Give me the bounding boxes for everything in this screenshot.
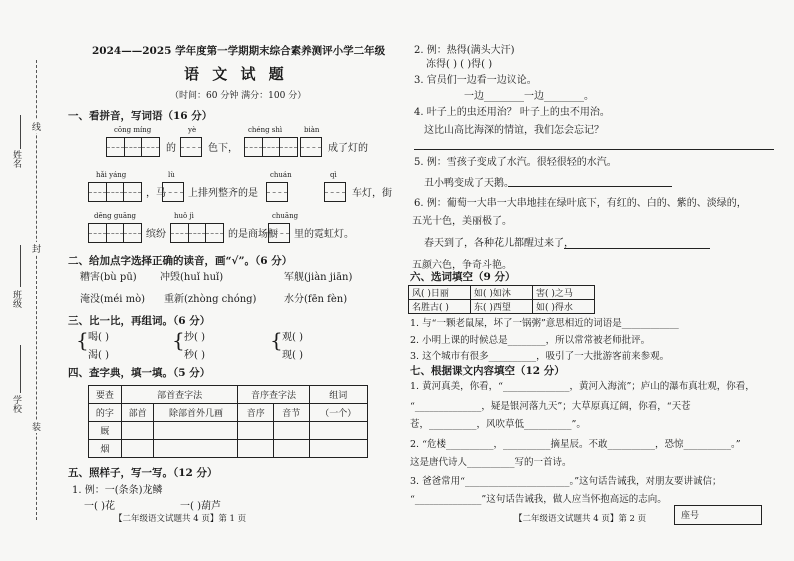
example-text: 1. 例：一(条条)龙鳞	[72, 485, 163, 496]
pinyin: cōng míng	[114, 126, 152, 134]
writing-grid[interactable]	[170, 223, 224, 243]
prompt-text: 这比山高比海深的情谊，我们怎会忘记？	[424, 125, 604, 136]
word-choice-table	[408, 285, 595, 314]
fill-item[interactable]: 冻得( ) ( )得( )	[426, 59, 493, 70]
idiom-cell[interactable]: 害( )之马	[533, 286, 595, 300]
fill-item[interactable]: “______________，疑是银河落九天”；大草原真辽阔，你看，“天苍	[410, 401, 691, 412]
school-fill-line	[20, 345, 21, 393]
idiom-cell[interactable]: 如( )得水	[533, 300, 595, 314]
seat-number-label: 座号	[681, 511, 700, 521]
prompt-text: 色下，	[208, 143, 238, 154]
table-header: 除部首外几画	[154, 404, 238, 422]
pinyin: hǎi yáng	[96, 171, 127, 179]
answer-cell[interactable]	[238, 440, 274, 458]
subject-title: 语 文 试 题	[184, 65, 288, 83]
left-column	[62, 0, 398, 561]
lookup-char: 烟	[89, 440, 122, 458]
table-row	[89, 440, 368, 458]
pinyin: qì	[330, 171, 337, 179]
idiom-cell[interactable]: 东( )西望	[471, 300, 533, 314]
writing-grid[interactable]	[162, 182, 184, 202]
prompt-text: 的	[166, 143, 176, 154]
answer-cell[interactable]	[274, 422, 310, 440]
class-label: 班级	[11, 290, 21, 308]
bind-mark: 装	[32, 420, 41, 433]
prompt-text: 成了灯的	[328, 143, 368, 154]
seal-mark: 封	[32, 242, 41, 255]
example-text: 4. 叶子上的虫还用治？ 叶子上的虫不用治。	[414, 107, 610, 118]
q3-heading: 三、比一比，再组词。（6 分）	[68, 315, 211, 327]
seat-number-box[interactable]	[674, 505, 762, 525]
fill-item[interactable]: 一( )花	[84, 501, 115, 512]
fill-item[interactable]: 一边________一边________。	[464, 91, 594, 102]
example-text: 6. 例：葡萄一大串一大串地挂在绿叶底下，有红的、白的、紫的、淡绿的，	[414, 198, 747, 209]
pinyin: biàn	[304, 126, 320, 134]
pronunciation-item[interactable]: 糟害(bù pū)	[80, 272, 137, 283]
compare-item[interactable]: 喝( )	[88, 332, 109, 343]
pronunciation-item[interactable]: 军舰(jiàn jiān)	[284, 272, 353, 283]
fill-item[interactable]: 2. “危楼__________，__________摘星辰。不敢__________，恐惊__________。”	[410, 439, 741, 450]
writing-grid[interactable]	[180, 137, 202, 157]
page-footer: 【二年级语文试题共 4 页】第 2 页	[514, 514, 647, 524]
compare-item[interactable]: 抄( )	[184, 332, 205, 343]
answer-line[interactable]	[564, 248, 710, 249]
brace-icon: {	[270, 328, 283, 352]
pronunciation-item[interactable]: 冲毁(huǐ huǐ)	[160, 272, 224, 283]
compare-item[interactable]: 现( )	[282, 350, 303, 361]
writing-grid[interactable]	[266, 182, 288, 202]
writing-grid[interactable]	[244, 137, 298, 157]
compare-item[interactable]: 渴( )	[88, 350, 109, 361]
prompt-text: 车灯，街	[352, 188, 392, 199]
fill-item[interactable]: 2. 小明上课的时候总是________，所以常常被老师批评。	[410, 335, 651, 346]
example-text: 3. 官员们一边看一边议论。	[414, 75, 537, 86]
prompt-text: 春天到了，各种花儿都醒过来了，	[424, 238, 574, 249]
right-column	[404, 0, 790, 561]
lookup-char: 厩	[89, 422, 122, 440]
answer-cell[interactable]	[309, 440, 367, 458]
q1-heading: 一、看拼音，写词语（16 分）	[68, 110, 213, 122]
table-header: 部首查字法	[121, 386, 238, 404]
table-header: 组词	[309, 386, 367, 404]
writing-grid[interactable]	[268, 223, 290, 243]
answer-cell[interactable]	[154, 422, 238, 440]
answer-cell[interactable]	[309, 422, 367, 440]
q4-heading: 四、查字典，填一填。（5 分）	[68, 367, 211, 379]
pinyin: huǒ jì	[174, 212, 194, 220]
brace-icon: {	[172, 328, 185, 352]
line-mark: 线	[32, 120, 41, 133]
table-header: 音序查字法	[238, 386, 309, 404]
compare-item[interactable]: 观( )	[282, 332, 303, 343]
pronunciation-item[interactable]: 水分(fēn fèn)	[284, 294, 348, 305]
prompt-text: 五颜六色，争奇斗艳。	[412, 260, 512, 271]
prompt-text: 的是商场橱	[228, 229, 278, 240]
table-row	[89, 422, 368, 440]
writing-grid[interactable]	[106, 137, 160, 157]
answer-cell[interactable]	[274, 440, 310, 458]
prompt-text: 丑小鸭变成了天鹅。	[424, 178, 514, 189]
fill-item[interactable]: 3. 这个城市有很多__________，吸引了一大批游客前来参观。	[410, 351, 670, 362]
pinyin: chéng shì	[248, 126, 283, 134]
fill-item[interactable]: “______________”这句话告诫我，做人应当怀抱高远的志向。	[410, 494, 667, 505]
table-header: 的字	[89, 404, 122, 422]
q5-heading: 五、照样子，写一写。（12 分）	[68, 467, 218, 479]
fill-item[interactable]: 1. 黄河真美，你看，“______________，黄河入海流”；庐山的瀑布真壮观，你看，	[410, 381, 755, 392]
fill-item[interactable]: 3. 爸爸常用“______________________。”这句话告诫我，对朋友要讲诚信；	[410, 476, 722, 487]
example-text: 5. 例：雪孩子变成了水汽。很轻很轻的水汽。	[414, 157, 617, 168]
dictionary-table	[88, 385, 368, 458]
table-header: （一个）	[309, 404, 367, 422]
exam-title: 2024——2025 学年度第一学期期末综合素养测评小学二年级	[92, 45, 386, 57]
idiom-cell[interactable]: 名胜古( )	[409, 300, 471, 314]
writing-grid[interactable]	[324, 182, 346, 202]
fill-item[interactable]: 这是唐代诗人__________写的一首诗。	[410, 457, 572, 468]
exam-meta: （时间：60 分钟 满分：100 分）	[170, 91, 307, 101]
q2-heading: 二、给加点字选择正确的读音，画“√”。（6 分）	[68, 255, 293, 267]
answer-cell[interactable]	[154, 440, 238, 458]
answer-cell[interactable]	[121, 440, 154, 458]
fill-item[interactable]: 一( )葫芦	[180, 501, 221, 512]
q6-heading: 六、选词填空（9 分）	[410, 271, 516, 283]
class-fill-line	[20, 245, 21, 287]
pinyin: chuāng	[272, 212, 299, 220]
school-label: 学校	[11, 395, 21, 413]
prompt-text: 五光十色，美丽极了。	[412, 216, 512, 227]
table-header: 音节	[274, 404, 310, 422]
pronunciation-item[interactable]: 淹没(méi mò)	[80, 294, 146, 305]
writing-grid[interactable]	[88, 223, 142, 243]
page-footer: 【二年级语文试题共 4 页】第 1 页	[114, 514, 247, 524]
writing-grid[interactable]	[88, 182, 142, 202]
prompt-text: 缤纷	[146, 229, 166, 240]
prompt-text: ，马	[146, 188, 166, 199]
answer-line[interactable]	[508, 186, 672, 187]
idiom-cell[interactable]: 风( )日丽	[409, 286, 471, 300]
prompt-text: 里的霓虹灯。	[294, 229, 354, 240]
brace-icon: {	[76, 328, 89, 352]
fill-item[interactable]: 苍，__________，风吹草低__________”。	[410, 419, 586, 430]
answer-line[interactable]	[414, 149, 774, 150]
table-header: 音序	[238, 404, 274, 422]
writing-grid[interactable]	[300, 137, 322, 157]
table-header: 部首	[121, 404, 154, 422]
pinyin: chuán	[270, 171, 292, 179]
name-fill-line	[20, 115, 21, 149]
name-label: 姓名	[11, 150, 21, 168]
fill-item[interactable]: 1. 与“一颗老鼠屎，坏了一锅粥”意思相近的词语是____________	[410, 318, 679, 329]
table-header: 要查	[89, 386, 122, 404]
table-row	[409, 300, 595, 314]
example-text: 2. 例：热得(满头大汗)	[414, 45, 515, 56]
pinyin: yè	[188, 126, 197, 134]
idiom-cell[interactable]: 如( )如沐	[471, 286, 533, 300]
pinyin: dēng guāng	[94, 212, 136, 220]
answer-cell[interactable]	[238, 422, 274, 440]
table-row	[409, 286, 595, 300]
pronunciation-item[interactable]: 重新(zhòng chóng)	[164, 294, 257, 305]
answer-cell[interactable]	[121, 422, 154, 440]
compare-item[interactable]: 秒( )	[184, 350, 205, 361]
q7-heading: 七、根据课文内容填空（12 分）	[410, 365, 565, 377]
prompt-text: 上排列整齐的是	[188, 188, 258, 199]
pinyin: lù	[168, 171, 175, 179]
binding-strip	[0, 0, 62, 561]
